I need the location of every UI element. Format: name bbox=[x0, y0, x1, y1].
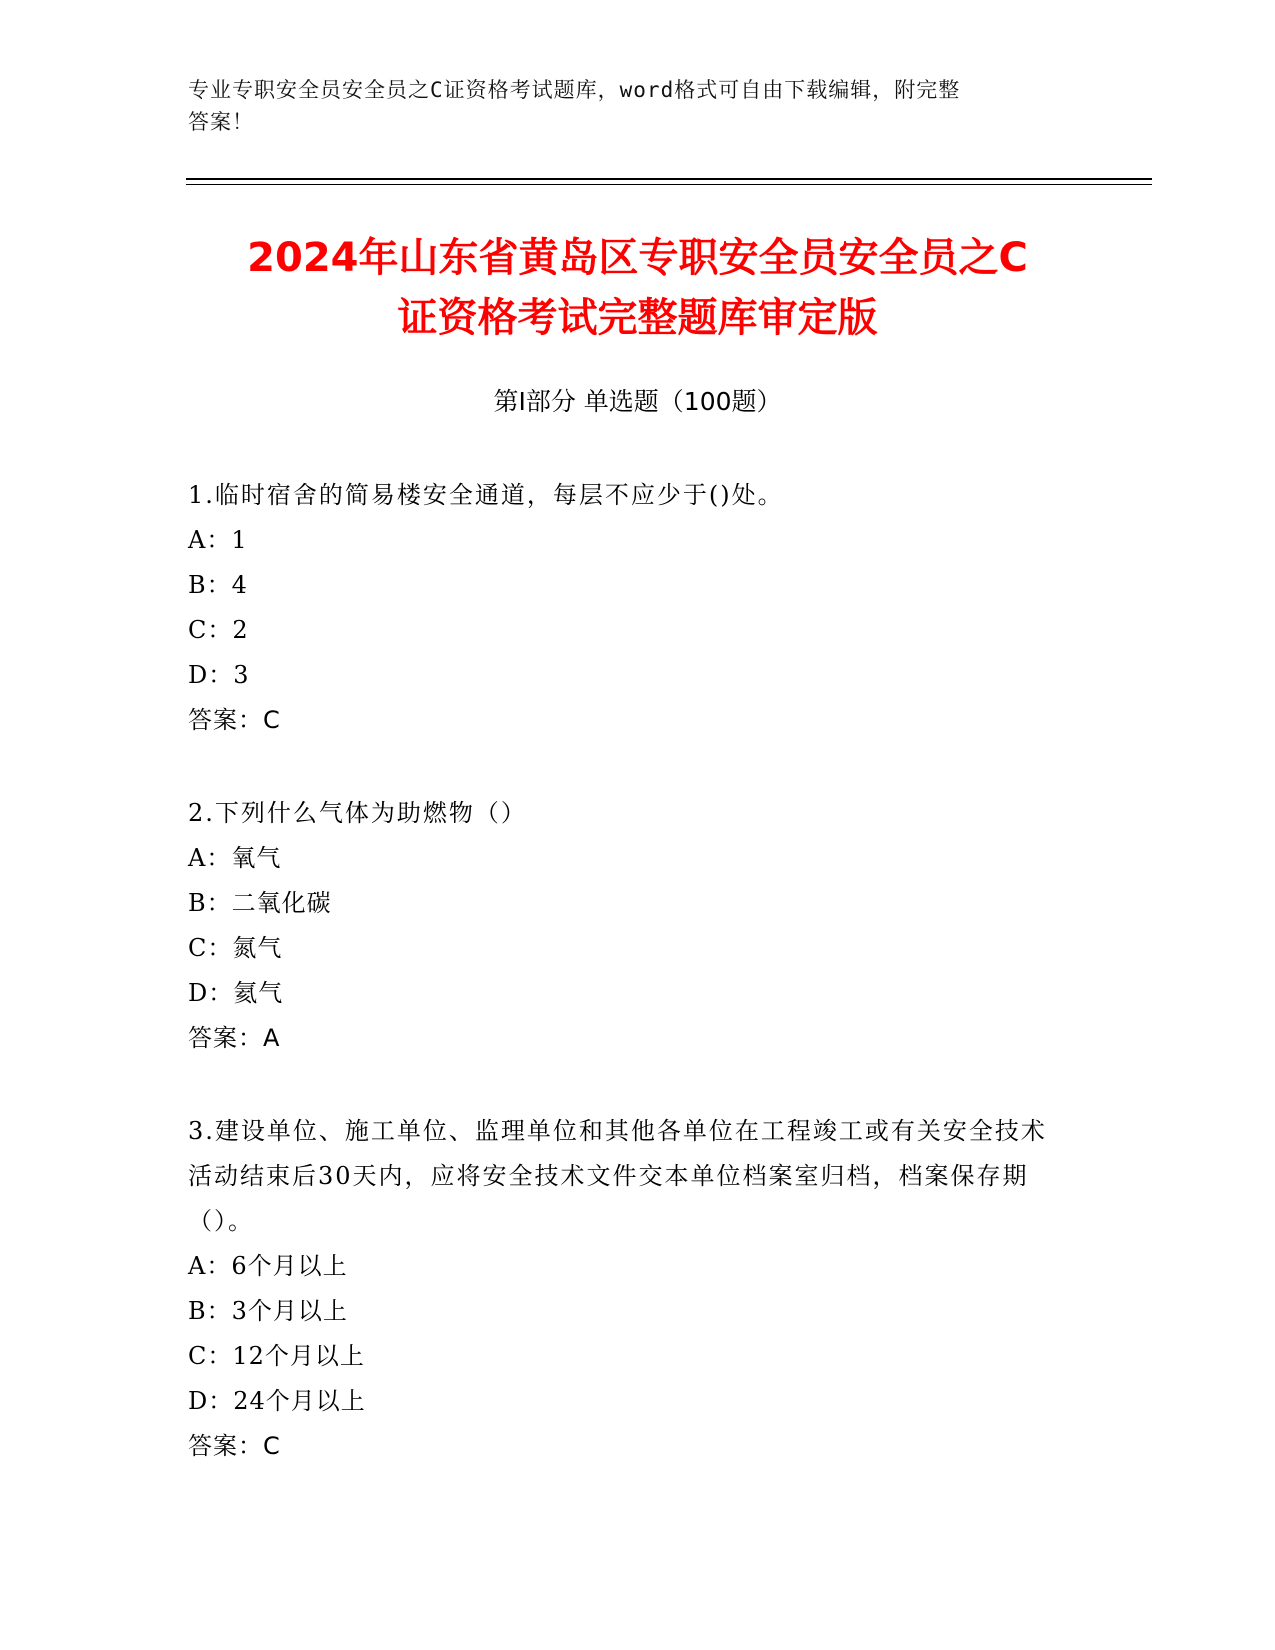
document-title-line-2: 证资格考试完整题库审定版 bbox=[397, 295, 878, 341]
option-b: B：二氧化碳 bbox=[188, 889, 332, 917]
header-note bbox=[188, 74, 1088, 138]
option-c: C：2 bbox=[188, 616, 249, 644]
question-stem: 2.下列什么气体为助燃物（） bbox=[188, 799, 527, 827]
document-title bbox=[0, 228, 1275, 348]
option-d: D：3 bbox=[188, 661, 250, 689]
answer: 答案：C bbox=[188, 706, 281, 734]
option-a: A：6个月以上 bbox=[188, 1252, 348, 1280]
option-b: B：3个月以上 bbox=[188, 1297, 348, 1325]
option-a: A：1 bbox=[188, 526, 248, 554]
question-stem: 3.建设单位、施工单位、监理单位和其他各单位在工程竣工或有关安全技术活动结束后30天内，应将安全技术文件交本单位档案室归档，档案保存期（）。 bbox=[188, 1117, 1047, 1235]
question-3 bbox=[188, 1109, 1068, 1469]
option-d: D：氦气 bbox=[188, 979, 284, 1007]
header-divider-thick bbox=[186, 178, 1152, 180]
header-divider-thin bbox=[186, 184, 1152, 185]
option-c: C：氮气 bbox=[188, 934, 283, 962]
answer: 答案：C bbox=[188, 1432, 281, 1460]
question-2 bbox=[188, 791, 1068, 1061]
option-c: C：12个月以上 bbox=[188, 1342, 365, 1370]
option-b: B：4 bbox=[188, 571, 248, 599]
question-stem: 1.临时宿舍的简易楼安全通道，每层不应少于()处。 bbox=[188, 481, 784, 509]
document-title-line-1: 2024年山东省黄岛区专职安全员安全员之C bbox=[247, 235, 1028, 281]
option-d: D：24个月以上 bbox=[188, 1387, 366, 1415]
question-1 bbox=[188, 473, 1068, 743]
answer: 答案：A bbox=[188, 1024, 281, 1052]
option-a: A：氧气 bbox=[188, 844, 282, 872]
header-note-line-2: 答案！ bbox=[188, 110, 254, 134]
header-note-line-1: 专业专职安全员安全员之C证资格考试题库，word格式可自由下载编辑，附完整 bbox=[188, 78, 961, 102]
section-title: 第Ⅰ部分 单选题（100题） bbox=[493, 387, 782, 416]
